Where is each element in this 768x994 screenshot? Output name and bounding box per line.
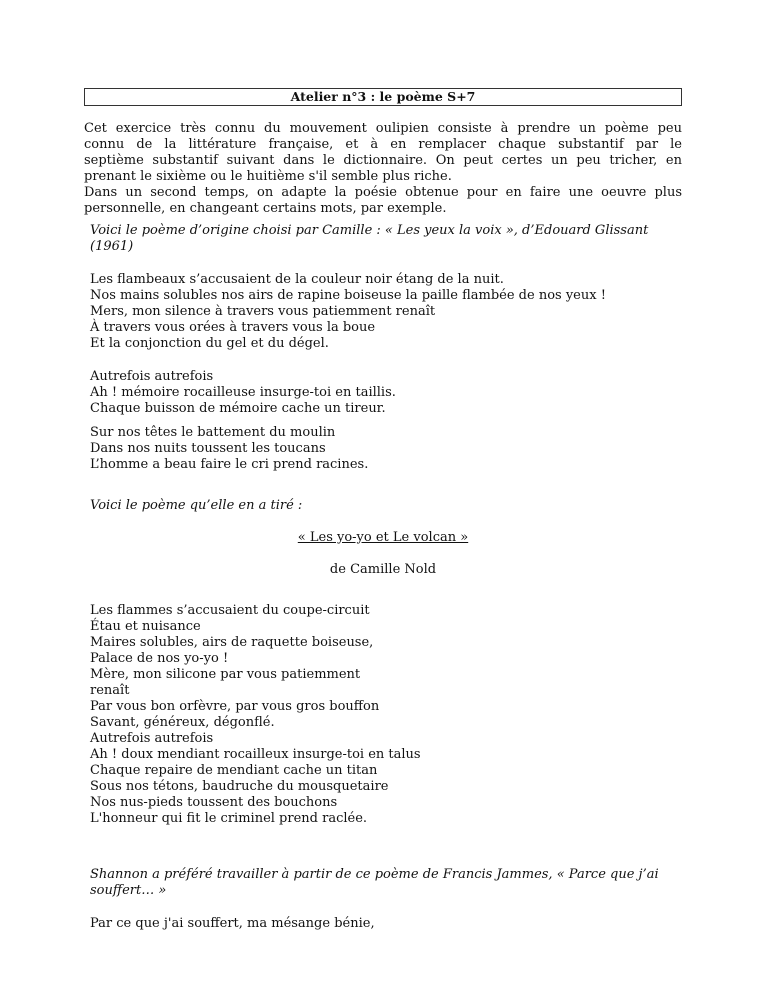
new-poem-author: de Camille Nold <box>329 562 437 577</box>
shannon-intro <box>90 867 690 899</box>
poem-line: Autrefois autrefois <box>90 731 214 746</box>
original-poem-stanza-2 <box>90 369 690 417</box>
poem-line: Par vous bon orfèvre, par vous gros bouffon <box>90 699 380 714</box>
poem-line: Maires solubles, airs de raquette boiseuse, <box>90 635 374 650</box>
poem-line: L'honneur qui fit le criminel prend raclée. <box>90 811 368 826</box>
new-poem-title-wrap <box>84 530 682 546</box>
new-poem-title: « Les yo-yo et Le volcan » <box>297 530 469 545</box>
intro-line: Dans un second temps, on adapte la poésie obtenue pour en faire une oeuvre plus <box>84 185 682 200</box>
result-intro: Voici le poème qu’elle en a tiré : <box>90 498 303 513</box>
original-poem-stanza-1 <box>90 272 690 352</box>
poem-line: Nos nus-pieds toussent des bouchons <box>90 795 338 810</box>
poem-line: Ah ! mémoire rocailleuse insurge-toi en taillis. <box>90 385 396 400</box>
poem-line: Nos mains solubles nos airs de rapine boiseuse la paille flambée de nos yeux ! <box>90 288 606 303</box>
poem-line: Chaque buisson de mémoire cache un tireur. <box>90 401 386 416</box>
original-poem-stanza-3 <box>90 425 690 473</box>
poem-line: Sur nos têtes le battement du moulin <box>90 425 336 440</box>
poem-line: L’homme a beau faire le cri prend racines. <box>90 457 369 472</box>
poem-line: Mers, mon silence à travers vous patiemment renaît <box>90 304 436 319</box>
camille-intro <box>90 223 690 255</box>
intro-line: connu de la littérature française, et à en remplacer chaque substantif par le <box>84 137 682 152</box>
poem-line: Palace de nos yo-yo ! <box>90 651 229 666</box>
poem-line: Ah ! doux mendiant rocailleux insurge-toi en talus <box>90 747 421 762</box>
shannon-intro-line: Shannon a préféré travailler à partir de ce poème de Francis Jammes, « Parce que j’ai <box>90 867 659 882</box>
shannon-poem-first-line: Par ce que j'ai souffert, ma mésange bénie, <box>90 916 375 931</box>
intro-line: prenant le sixième ou le huitième s'il semble plus riche. <box>84 169 452 184</box>
poem-line: Les flambeaux s’accusaient de la couleur noir étang de la nuit. <box>90 272 504 287</box>
new-poem <box>90 603 690 827</box>
poem-line: Chaque repaire de mendiant cache un titan <box>90 763 378 778</box>
poem-line: À travers vous orées à travers vous la boue <box>90 320 376 335</box>
page-title: Atelier n°3 : le poème S+7 <box>84 88 682 106</box>
camille-intro-line: Voici le poème d’origine choisi par Camille : « Les yeux la voix », d’Edouard Glissant <box>90 223 649 238</box>
poem-line: Étau et nuisance <box>90 619 201 634</box>
poem-line: Sous nos tétons, baudruche du mousquetaire <box>90 779 389 794</box>
poem-line: Autrefois autrefois <box>90 369 214 384</box>
poem-line: Les flammes s’accusaient du coupe-circuit <box>90 603 370 618</box>
poem-line: renaît <box>90 683 130 698</box>
intro-line: personnelle, en changeant certains mots, par exemple. <box>84 201 447 216</box>
poem-line: Et la conjonction du gel et du dégel. <box>90 336 329 351</box>
intro-paragraph <box>84 121 682 217</box>
poem-line: Dans nos nuits toussent les toucans <box>90 441 326 456</box>
intro-line: septième substantif suivant dans le dictionnaire. On peut certes un peu tricher, en <box>84 153 682 168</box>
shannon-intro-line: souffert… » <box>90 883 167 898</box>
intro-line: Cet exercice très connu du mouvement oulipien consiste à prendre un poème peu <box>84 121 682 136</box>
poem-line: Savant, généreux, dégonflé. <box>90 715 275 730</box>
poem-line: Mère, mon silicone par vous patiemment <box>90 667 361 682</box>
camille-intro-line: (1961) <box>90 239 134 254</box>
